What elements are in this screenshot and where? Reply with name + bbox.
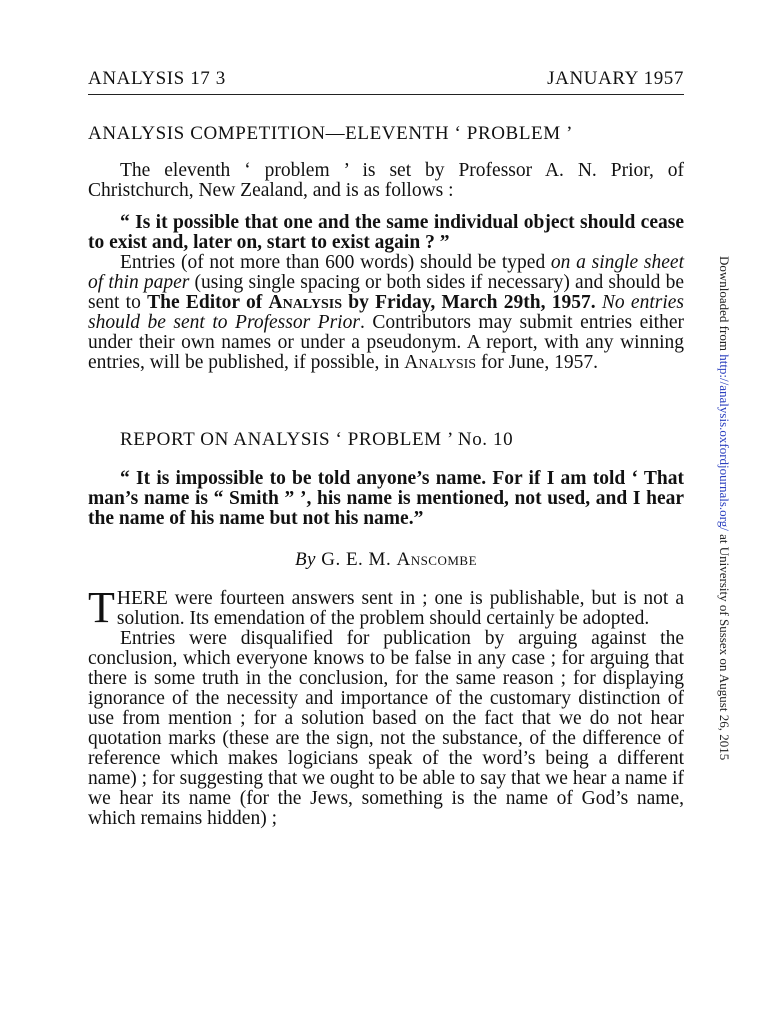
entries-text: (using single spacing or both sides if necessary) and should be sent to [88, 272, 684, 313]
issue-date: JANUARY 1957 [547, 68, 684, 89]
download-prefix: Downloaded from [717, 256, 732, 355]
drop-cap: T [88, 583, 115, 632]
entries-deadline: by Friday, March 29th, 1957. [342, 292, 596, 313]
competition-intro: The eleventh ‘ problem ’ is set by Professor A. N. Prior, of Christchurch, New Zealand, and is as follows : [88, 160, 684, 201]
paragraph-text: HERE were fourteen answers sent in ; one is publishable, but is not a solution. Its emendation of the problem should certainly be adopted. [116, 588, 684, 629]
running-header [88, 68, 684, 95]
download-suffix: at University of Sussex on August 26, 2015 [717, 530, 732, 761]
competition-question: “ Is it possible that one and the same individual object should cease to exist and, later on, start to exist again ? ” [88, 212, 684, 253]
entries-text: . Contributors may submit entries either under their own names or under a pseudonym. A report, with any winning entries, will be published, if possible, in [88, 312, 684, 373]
article-page [88, 68, 684, 829]
report-paragraph-1 [88, 583, 684, 632]
author-name: Anscombe [396, 549, 478, 570]
journal-issue: ANALYSIS 17 3 [88, 68, 226, 89]
entries-bold: The Editor of [147, 292, 269, 313]
entries-text: Entries (of not more than 600 words) should be typed [120, 252, 551, 273]
report-question: “ It is impossible to be told anyone’s name. For if I am told ‘ That man’s name is “ Smith ” ’, his name is mentioned, not used, and I hear the name of his name but not his name.” [88, 468, 684, 529]
byline-initials: G. E. M. [315, 549, 397, 570]
competition-title: ANALYSIS COMPETITION—ELEVENTH ‘ PROBLEM ’ [88, 123, 574, 144]
entries-italic: on a single sheet of thin paper [88, 252, 684, 293]
byline-by: By [294, 549, 316, 570]
entries-text: for June, 1957. [476, 352, 598, 373]
report-title: REPORT ON ANALYSIS ‘ PROBLEM ’ No. 10 [120, 429, 514, 450]
report-paragraph-2: Entries were disqualified for publication by arguing against the conclusion, which everyone knows to be false in any case ; for arguing that there is some truth in the conclusion, for the same reason ; for displaying ignorance of the necessity and importance of the customary distinction of use from mention ; for a solution based on the fact that we do not hear quotation marks (these are the sign, not the substance, of the difference of reference which makes logicians speak of the word’s being a different name) ; for suggesting that we ought to be able to say that we hear a name if we hear its name (for the Jews, something is the name of God’s name, which remains hidden) ; [88, 628, 684, 829]
journal-link[interactable]: http://analysis.oxfordjournals.org/ [717, 354, 732, 531]
entries-italic: No entries should be sent to Professor Prior [88, 292, 684, 333]
competition-entries-paragraph [88, 253, 684, 373]
journal-name: Analysis [404, 352, 477, 373]
download-notice [716, 256, 732, 776]
journal-name: Analysis [268, 292, 342, 313]
byline [88, 549, 684, 571]
